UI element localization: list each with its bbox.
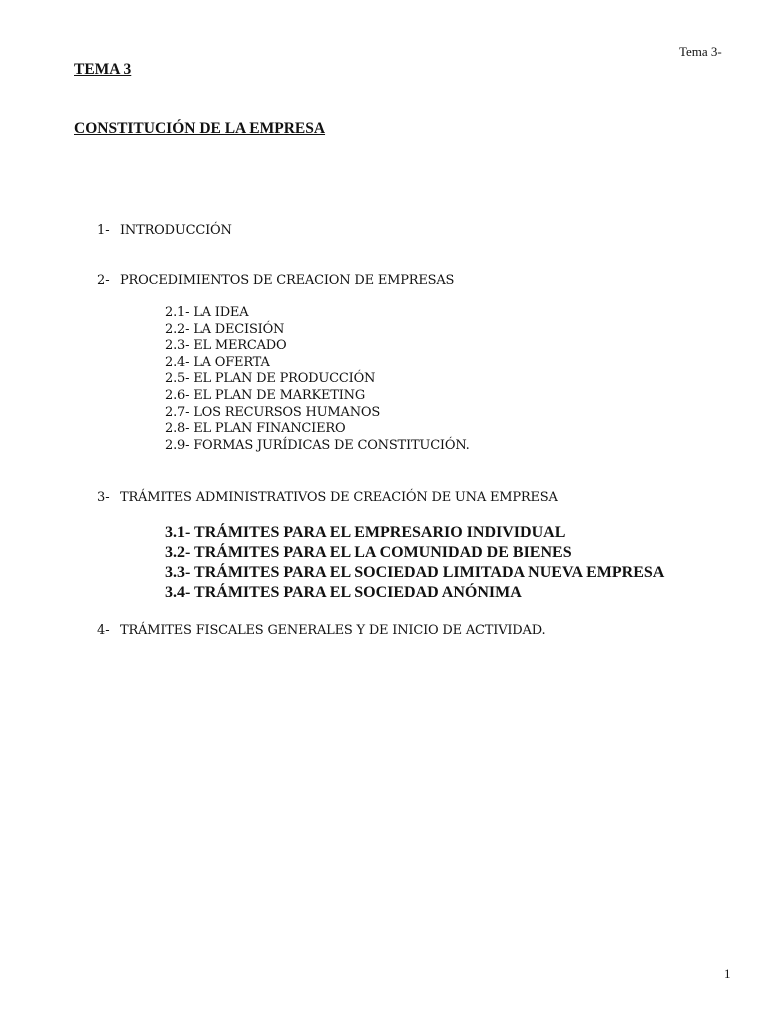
procedure-text: TRÁMITES PARA EL EMPRESARIO INDIVIDUAL [194, 524, 566, 541]
subsection-item: 2.2- LA DECISIÓN [165, 321, 285, 337]
procedure-text: TRÁMITES PARA EL SOCIEDAD ANÓNIMA [194, 584, 522, 601]
subsection-item: 2.9- FORMAS JURÍDICAS DE CONSTITUCIÓN. [165, 437, 470, 453]
procedure-number: 3.3- [165, 564, 191, 581]
procedure-text: TRÁMITES PARA EL LA COMUNIDAD DE BIENES [194, 544, 572, 561]
section-title: TRÁMITES ADMINISTRATIVOS DE CREACIÓN DE UNA EMPRESA [120, 490, 558, 505]
procedure-number: 3.4- [165, 584, 191, 601]
procedure-item [165, 583, 664, 603]
section-number: 4- [97, 623, 110, 638]
header-page-label: Tema 3- [679, 44, 722, 59]
section-number: 1- [97, 223, 110, 238]
subsection-item: 2.6- EL PLAN DE MARKETING [165, 387, 366, 403]
section-number: 2- [97, 273, 110, 288]
procedure-item [165, 543, 664, 563]
procedure-list [165, 523, 664, 603]
section-title: PROCEDIMIENTOS DE CREACION DE EMPRESAS [120, 273, 455, 288]
subsection-item: 2.5- EL PLAN DE PRODUCCIÓN [165, 371, 376, 387]
procedure-item [165, 523, 664, 543]
subsection-item: 2.3- EL MERCADO [165, 338, 287, 354]
tema-title: TEMA 3 [74, 61, 132, 78]
procedure-item [165, 563, 664, 583]
procedure-number: 3.1- [165, 524, 191, 541]
page-number: 1 [724, 966, 731, 981]
procedure-text: TRÁMITES PARA EL SOCIEDAD LIMITADA NUEVA EMPRESA [194, 564, 665, 581]
subsection-item: 2.1- LA IDEA [165, 305, 249, 320]
section-title: TRÁMITES FISCALES GENERALES Y DE INICIO DE ACTIVIDAD. [120, 623, 546, 638]
subsection-item: 2.4- LA OFERTA [165, 354, 270, 370]
subsection-item: 2.7- LOS RECURSOS HUMANOS [165, 404, 381, 420]
procedure-number: 3.2- [165, 544, 191, 561]
document-title: CONSTITUCIÓN DE LA EMPRESA [74, 120, 326, 137]
subsection-list [165, 305, 470, 454]
section-number: 3- [97, 490, 110, 505]
section-title: INTRODUCCIÓN [120, 223, 232, 238]
subsection-item: 2.8- EL PLAN FINANCIERO [165, 421, 346, 437]
